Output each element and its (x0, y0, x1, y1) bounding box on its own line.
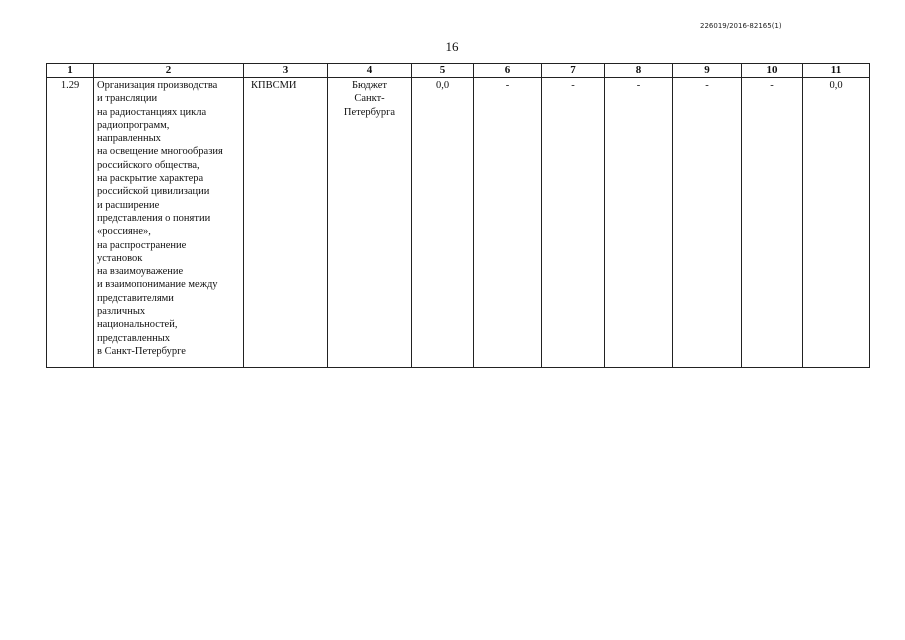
description-line: национальностей, (97, 319, 178, 331)
description-line: представителями (97, 292, 174, 304)
column-header: 9 (673, 64, 742, 78)
value-col5: 0,0 (412, 78, 474, 368)
header-row (47, 64, 870, 78)
description-line: на освещение многообразия (97, 146, 223, 158)
value-col10: - (742, 78, 803, 368)
description-line: на взаимоуважение (97, 266, 184, 278)
description-line: на распространение (97, 239, 187, 251)
source-line: Санкт- (354, 93, 385, 105)
value-col9: - (673, 78, 742, 368)
value-col7: - (542, 78, 605, 368)
source-line: Бюджет (351, 80, 388, 91)
description-line: установок (97, 252, 143, 264)
executor-cell: КПВСМИ (244, 78, 328, 368)
description-line: представления о понятии (97, 212, 211, 224)
column-header: 2 (94, 64, 244, 78)
column-header: 3 (244, 64, 328, 78)
description-line: российской цивилизации (97, 186, 210, 198)
column-header: 7 (542, 64, 605, 78)
source-line: Петербурга (343, 106, 396, 118)
description-line: «россияне», (97, 226, 151, 238)
page-number: 16 (445, 39, 459, 54)
description-line: и взаимопонимание между (97, 279, 218, 291)
column-header: 1 (47, 64, 94, 78)
column-header: 8 (605, 64, 673, 78)
description-line: и трансляции (97, 93, 158, 105)
value-col11: 0,0 (803, 78, 870, 368)
description-line: радиопрограмм, (97, 119, 170, 131)
column-header: 11 (803, 64, 870, 78)
column-header: 4 (328, 64, 412, 78)
description-line: на радиостанциях цикла (97, 106, 207, 118)
column-header: 10 (742, 64, 803, 78)
document-id: 226019/2016-82165(1) (700, 22, 782, 30)
description-line: и расширение (97, 199, 160, 211)
program-table (46, 63, 870, 368)
description-line: Организация производства (97, 80, 218, 91)
column-header: 6 (474, 64, 542, 78)
description-line: российского общества, (97, 159, 200, 171)
table-row (47, 78, 870, 368)
column-header: 5 (412, 64, 474, 78)
activity-description (94, 78, 244, 368)
description-line: в Санкт-Петербурге (97, 345, 186, 357)
value-col6: - (474, 78, 542, 368)
funding-source (328, 78, 412, 368)
description-line: представленных (97, 332, 171, 344)
description-line: различных (97, 306, 146, 318)
row-number: 1.29 (47, 78, 94, 368)
description-line: направленных (97, 133, 161, 145)
value-col8: - (605, 78, 673, 368)
description-line: на раскрытие характера (97, 173, 204, 185)
